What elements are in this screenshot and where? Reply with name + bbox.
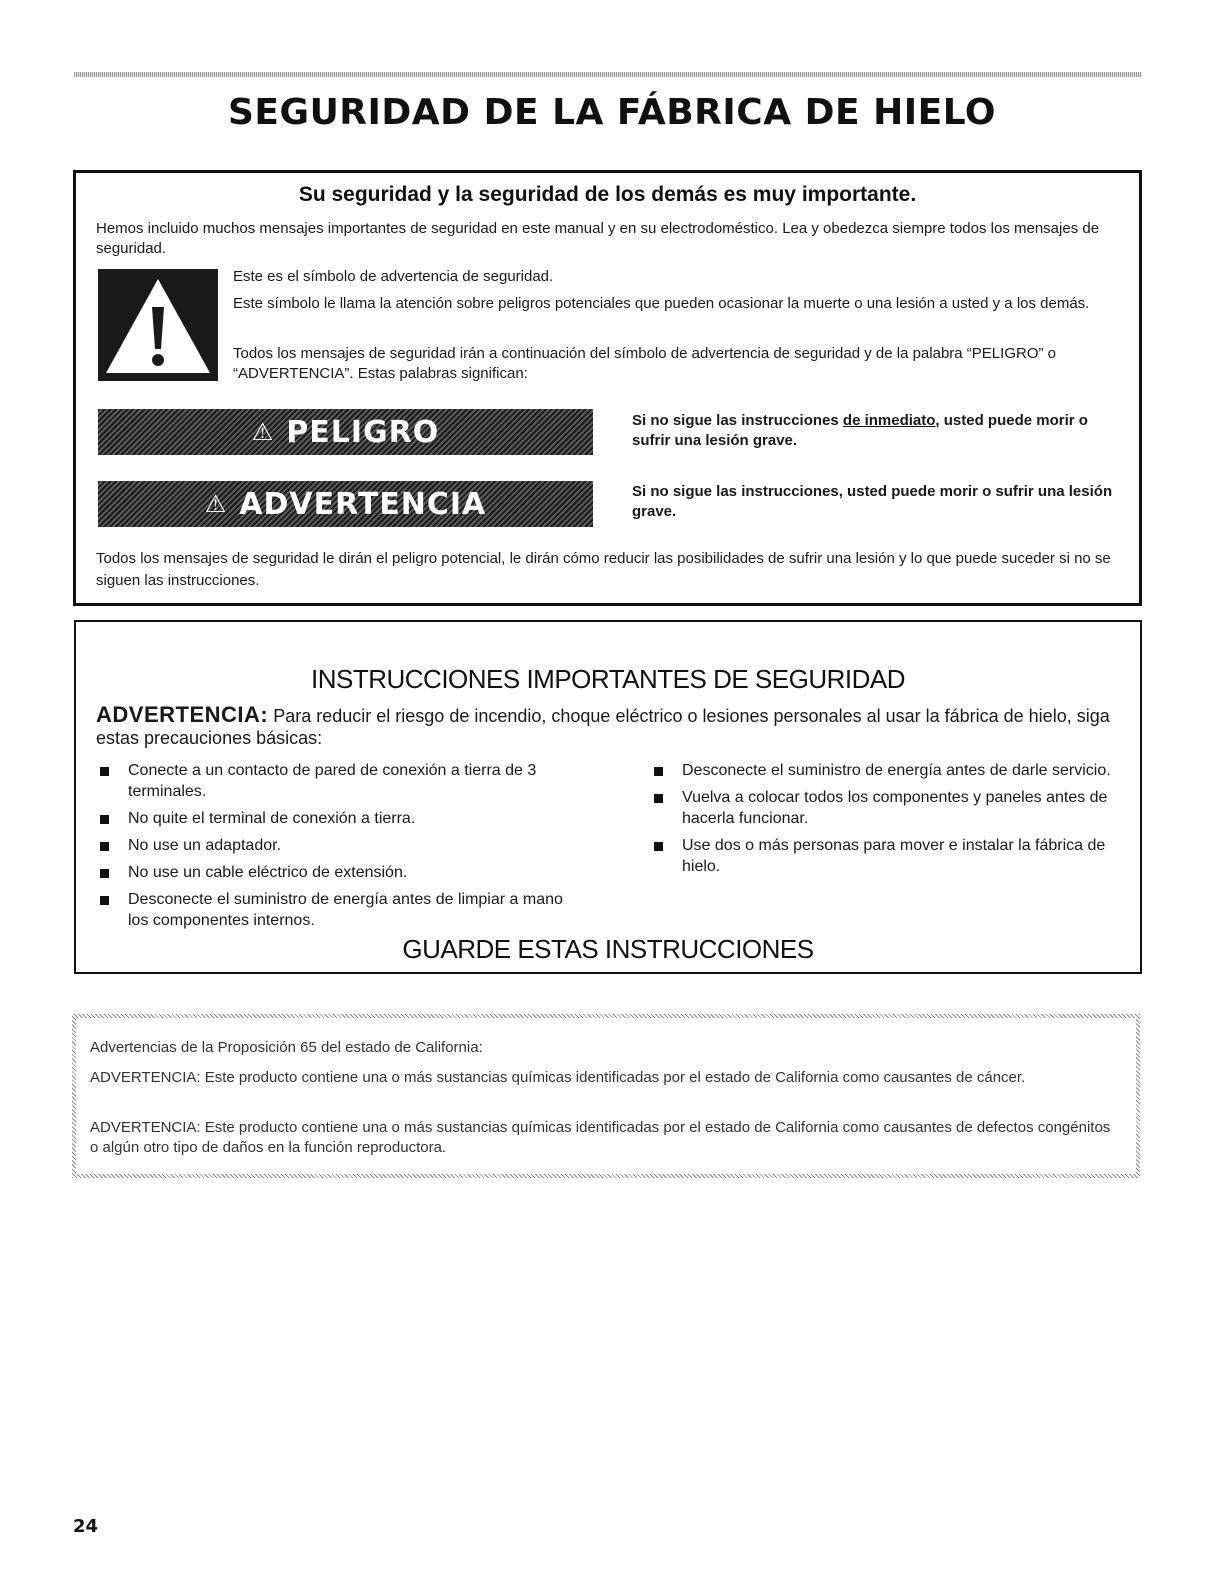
safety-box <box>73 170 1142 606</box>
page-number: 24 <box>73 1516 99 1537</box>
danger-signal-bar <box>98 409 593 455</box>
instructions-heading: INSTRUCCIONES IMPORTANTES DE SEGURIDAD <box>311 664 905 694</box>
safety-outro: Todos los mensajes de seguridad le dirán el peligro potencial, le dirán cómo reducir las posibilidades de sufrir una lesión y lo que puede suceder si no se siguen las instrucciones. <box>96 550 1111 589</box>
prop65-box <box>72 1014 1140 1178</box>
alert-triangle-icon: ⚠ <box>204 490 228 518</box>
list-item: Conecte a un contacto de pared de conexión a tierra de 3 terminales. <box>98 760 568 802</box>
instructions-warning: ADVERTENCIA: Para reducir el riesgo de incendio, choque eléctrico o lesiones personales al usar la fábrica de hielo, siga estas precauciones básicas: <box>96 702 1110 748</box>
precautions-right-list <box>652 760 1122 883</box>
safety-subtitle: Su seguridad y la seguridad de los demás es muy importante. <box>298 183 917 206</box>
list-item: Desconecte el suministro de energía antes de darle servicio. <box>652 760 1122 781</box>
list-item: Vuelva a colocar todos los componentes y paneles antes de hacerla funcionar. <box>652 787 1122 829</box>
symbol-text-1: Este es el símbolo de advertencia de seguridad. <box>233 268 554 285</box>
safety-intro: Hemos incluido muchos mensajes importantes de seguridad en este manual y en su electrodoméstico. Lea y obedezca siempre todos los mensajes de seguridad. <box>96 220 1100 257</box>
instructions-box <box>74 620 1142 974</box>
top-divider <box>74 72 1142 77</box>
prop65-warning-reproductive: ADVERTENCIA: Este producto contiene una o más sustancias químicas identificadas por el estado de California como causantes de defectos congénitos o algún otro tipo de daños en la función reproductora. <box>90 1119 1111 1156</box>
warning-signal-bar <box>98 481 593 527</box>
list-item: No use un cable eléctrico de extensión. <box>98 862 568 883</box>
danger-description: Si no sigue las instrucciones de inmediato, usted puede morir o sufrir una lesión grave. <box>632 412 1088 449</box>
alert-triangle-icon: ⚠ <box>251 418 275 446</box>
list-item: Use dos o más personas para mover e instalar la fábrica de hielo. <box>652 835 1122 877</box>
precautions-left-list <box>98 760 568 937</box>
warning-label: ADVERTENCIA <box>239 486 487 522</box>
symbol-text-3: Todos los mensajes de seguridad irán a continuación del símbolo de advertencia de seguridad y de la palabra “PELIGRO” o “ADVERTENCIA”. Estas palabras significan: <box>233 345 1056 382</box>
prop65-warning-cancer: ADVERTENCIA: Este producto contiene una o más sustancias químicas identificadas por el estado de California como causantes de cáncer. <box>90 1069 1026 1086</box>
danger-label: PELIGRO <box>286 414 440 450</box>
save-instructions-footer: GUARDE ESTAS INSTRUCCIONES <box>402 934 814 964</box>
list-item: No use un adaptador. <box>98 835 568 856</box>
list-item: Desconecte el suministro de energía antes de limpiar a mano los componentes internos. <box>98 889 568 931</box>
symbol-text-2: Este símbolo le llama la atención sobre peligros potenciales que pueden ocasionar la muerte o una lesión a usted y a los demás. <box>233 295 1090 312</box>
warning-description: Si no sigue las instrucciones, usted puede morir o sufrir una lesión grave. <box>632 483 1113 520</box>
page-title: SEGURIDAD DE LA FÁBRICA DE HIELO <box>228 92 996 133</box>
warning-triangle-icon <box>98 269 218 381</box>
prop65-title: Advertencias de la Proposición 65 del estado de California: <box>90 1039 483 1056</box>
list-item: No quite el terminal de conexión a tierra. <box>98 808 568 829</box>
